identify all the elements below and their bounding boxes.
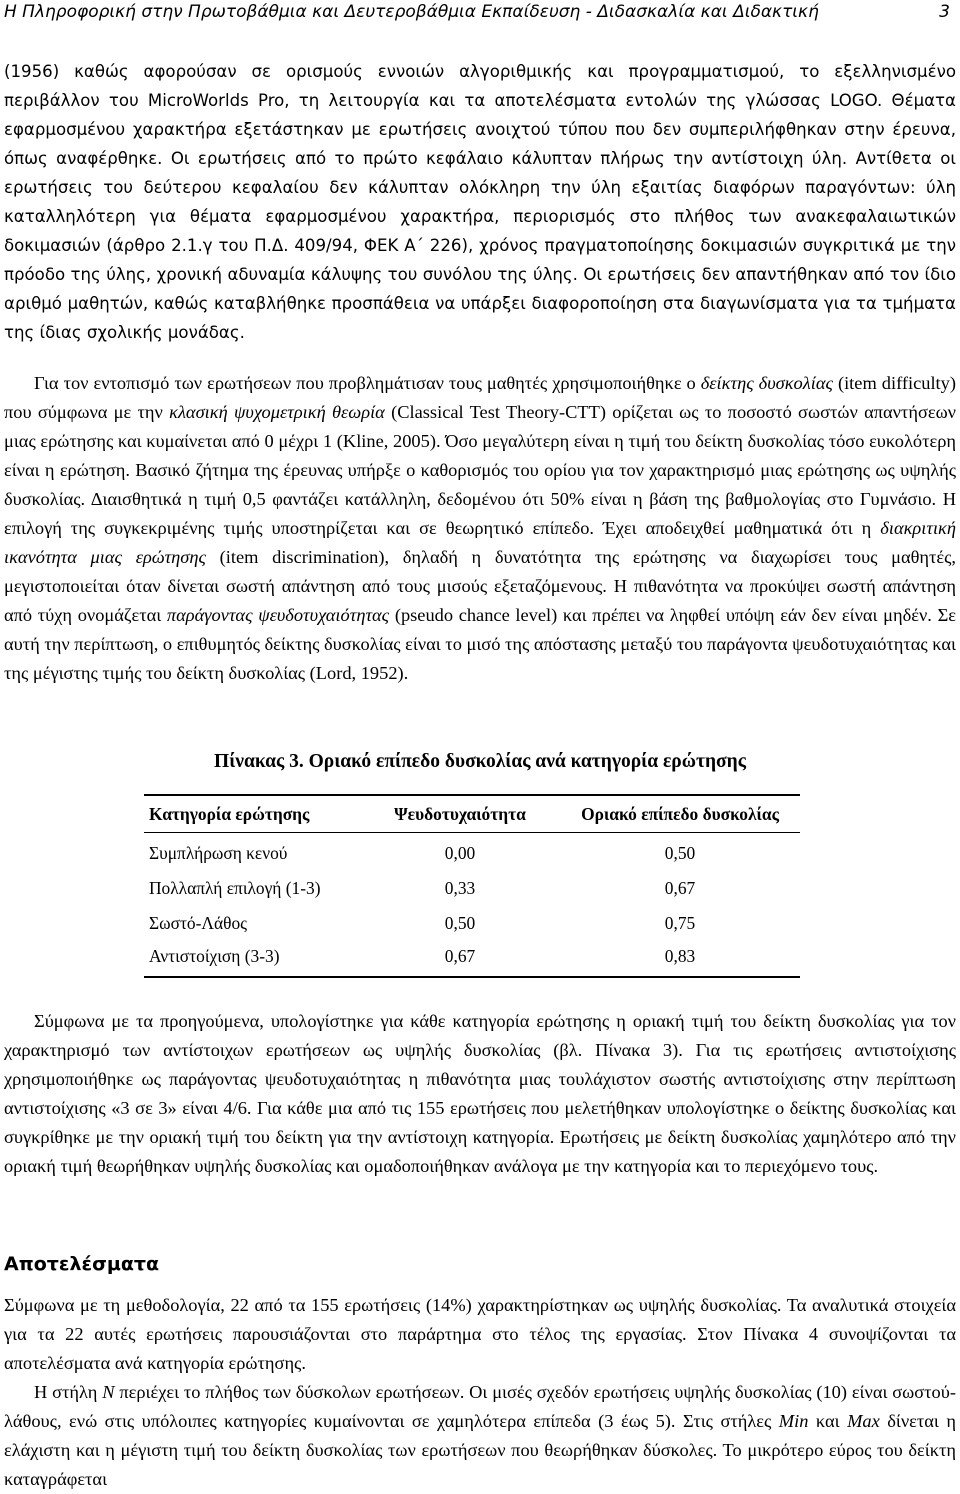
table-row-1-threshold: 0,50 (664, 843, 696, 863)
paragraph-4: Σύμφωνα με τη μεθοδολογία, 22 από τα 155 ερωτήσεις (14%) χαρακτηρίστηκαν ως υψηλής δυσκολίας. Τα αναλυτικά στοιχεία για τα 22 αυτές ερωτήσεις παρουσιάζονται στο παράρτημα στο τέλος της εργασίας. Στον Πίνακα 4 συνοψίζονται τα αποτελέσματα ανά κατηγορία ερώτησης. (4, 1295, 956, 1373)
term-discrimination: διακριτική ικανότητα μιας ερώτησης (4, 518, 956, 567)
section-heading-results: Αποτελέσματα (4, 1253, 160, 1275)
table-row-1-pseudo-chance: 0,00 (444, 843, 476, 863)
table-top-rule (144, 794, 800, 796)
table-header-rule (144, 832, 800, 833)
paragraph-1-part-1: (1956) καθώς αφορούσαν σε ορισμούς εννοιών αλγοριθμικής και προγραμματισμού, το εξελληνισμένο περιβάλλον του MicroWorlds Pro, τη λειτουργία και τα αποτελέσματα εντολών της γλώσσας LOGO. Θέματα εφαρμοσμένου χαρακτήρα εξετάστηκαν με ερωτήσεις ανοιχτού τύπου που δεν συμπεριλήφθηκαν στην έρευνα, όπως αναφέρθηκε. Οι ερωτήσεις από το πρώτο κεφάλαιο κάλυπταν πλήρως την αντίστοιχη ύλη. (4, 62, 956, 168)
table-header-threshold: Οριακό επίπεδο δυσκολίας (581, 804, 779, 824)
term-n: N (102, 1382, 115, 1402)
table-row-4-category: Αντιστοίχιση (3-3) (149, 946, 280, 966)
term-classical-theory: κλασική ψυχομετρική θεωρία (169, 402, 385, 422)
table-row-2-threshold: 0,67 (664, 878, 696, 898)
term-pseudo-chance: παράγοντας ψευδοτυχαιότητας (166, 605, 390, 625)
table-row-2-pseudo-chance: 0,33 (444, 878, 476, 898)
table-header-pseudo-chance: Ψευδοτυχαιότητα (394, 804, 526, 824)
table-row-4-threshold: 0,83 (664, 946, 696, 966)
paragraph-1-part-3: Οι ερωτήσεις δεν απαντήθηκαν από τον ίδιο αριθμό μαθητών, καθώς καταβλήθηκε προσπάθεια να υπάρξει διαφοροποίηση στα διαγωνίσματα για τα τμήματα της ίδιας σχολικής μονάδας. (4, 265, 956, 342)
table-row-3-pseudo-chance: 0,50 (444, 913, 476, 933)
p5-text-2: περιέχει το πλήθος των δύσκολων ερωτήσεων. Οι μισές σχεδόν ερωτήσεις υψηλής δυσκολίας (10) είναι σωστού-λάθους, ενώ στις υπόλοιπες κατηγορίες κυμαίνονται σε χαμηλότερα επίπεδα (3 έως 5). Στις στήλες (4, 1382, 956, 1431)
term-max: Max (847, 1411, 880, 1431)
table-row-4-pseudo-chance: 0,67 (444, 946, 476, 966)
p5-text-1: Η στήλη (34, 1382, 103, 1402)
p2-text-1: Για τον εντοπισμό των ερωτήσεων που προβλημάτισαν τους μαθητές χρησιμοποιήθηκε ο (34, 373, 701, 393)
running-header (4, 2, 950, 28)
table-bottom-rule (144, 976, 800, 978)
p5-text-3: και (808, 1411, 848, 1431)
page-number: 3 (939, 2, 950, 22)
table-row-3-threshold: 0,75 (664, 913, 696, 933)
p2-text-4: (item discrimination), δηλαδή η δυνατότητα της ερώτησης να διαχωρίσει τους μαθητές, μεγιστοποιείται όταν δίνεται σωστή απάντηση από τους μισούς εξεταζόμενους. Η πιθανότητα να προκύψει σωστή απάντηση από τύχη ονομάζεται (4, 547, 957, 625)
term-difficulty-index: δείκτης δυσκολίας (700, 373, 833, 393)
paragraph-1 (4, 57, 956, 347)
p2-text-3: (Classical Test Theory-CTT) ορίζεται ως το ποσοστό σωστών απαντήσεων μιας ερώτησης και κυμαίνεται από 0 μέχρι 1 (Kline, 2005). Όσο μεγαλύτερη είναι η τιμή του δείκτη δυσκολίας τόσο ευκολότερη είναι η ερώτηση. Βασικό ζήτημα της έρευνας υπήρξε ο καθορισμός του ορίου για τον χαρακτηρισμό μιας ερώτησης ως υψηλής δυσκολίας. Διαισθητικά η τιμή 0,5 φαντάζει κατάλληλη, δεδομένου ότι 50% είναι η βάση της βαθμολογίας στο Γυμνάσιο. Η επιλογή της συγκεκριμένης τιμής υποστηρίζεται και σε θεωρητικό επίπεδο. Έχει αποδειχθεί μαθηματικά ότι η (4, 402, 957, 538)
table-caption: Πίνακας 3. Οριακό επίπεδο δυσκολίας ανά κατηγορία ερώτησης (214, 751, 746, 772)
table-header-category: Κατηγορία ερώτησης (149, 804, 310, 824)
p2-text-5: (pseudo chance level) και πρέπει να ληφθεί υπόψη εάν δεν είναι μηδέν. Σε αυτή την περίπτωση, ο επιθυμητός δείκτης δυσκολίας είναι το μισό της απόστασης μεταξύ του παράγοντα ψευδοτυχαιότητας και της μέγιστης τιμής του δείκτη δυσκολίας (Lord, 1952). (4, 605, 956, 683)
term-min: Min (778, 1411, 809, 1431)
paragraph-3: Σύμφωνα με τα προηγούμενα, υπολογίστηκε για κάθε κατηγορία ερώτησης η οριακή τιμή του δείκτη δυσκολίας για τον χαρακτηρισμό των αντίστοιχων ερωτήσεων ως υψηλής δυσκολίας (βλ. Πίνακα 3). Για τις ερωτήσεις αντιστοίχισης χρησιμοποιήθηκε ως παράγοντας ψευδοτυχαιότητας η πιθανότητα μιας τουλάχιστον σωστής αντιστοίχισης στην περίπτωση αντιστοίχισης «3 σε 3» είναι 4/6. Για κάθε μια από τις 155 ερωτήσεις που μελετήθηκαν υπολογίστηκε ο δείκτης δυσκολίας και συγκρίθηκε με την οριακή τιμή του δείκτη για την αντίστοιχη κατηγορία. Ερωτήσεις με δείκτη δυσκολίας χαμηλότερο από την οριακή τιμή θεωρήθηκαν υψηλής δυσκολίας και ομαδοποιήθηκαν ανάλογα με την κατηγορία και το περιεχόμενο τους. (4, 1011, 956, 1176)
p2-text-2: (item difficulty) που σύμφωνα με την (4, 373, 956, 422)
table-row-1-category: Συμπλήρωση κενού (149, 843, 288, 863)
table-row-2-category: Πολλαπλή επιλογή (1-3) (149, 878, 321, 898)
running-header-title: Η Πληροφορική στην Πρωτοβάθμια και Δευτεροβάθμια Εκπαίδευση - Διδασκαλία και Διδακτική (4, 2, 819, 22)
p5-text-4: δίνεται η ελάχιστη και η μέγιστη τιμή του δείκτη δυσκολίας των ερωτήσεων που θεωρήθηκαν δύσκολες. Το μικρότερο εύρος του δείκτη καταγράφεται (4, 1411, 956, 1489)
paragraph-2 (4, 369, 956, 688)
paragraph-1-part-2: Αντίθετα οι ερωτήσεις του δεύτερου κεφαλαίου δεν κάλυπταν ολόκληρη την ύλη εξαιτίας διαφόρων παραγόντων: ύλη καταλληλότερη για θέματα εφαρμοσμένου χαρακτήρα, περιορισμός στο πλήθος των ανακεφαλαιωτικών δοκιμασιών (άρθρο 2.1.γ του Π.Δ. 409/94, ΦΕΚ Α΄ 226), χρόνος πραγματοποίησης δοκιμασιών συγκριτικά με την πρόοδο της ύλης, χρονική αδυναμία κάλυψης του συνόλου της ύλης. (4, 149, 956, 284)
paragraph-5 (4, 1378, 956, 1494)
table-row-3-category: Σωστό-Λάθος (149, 913, 248, 933)
